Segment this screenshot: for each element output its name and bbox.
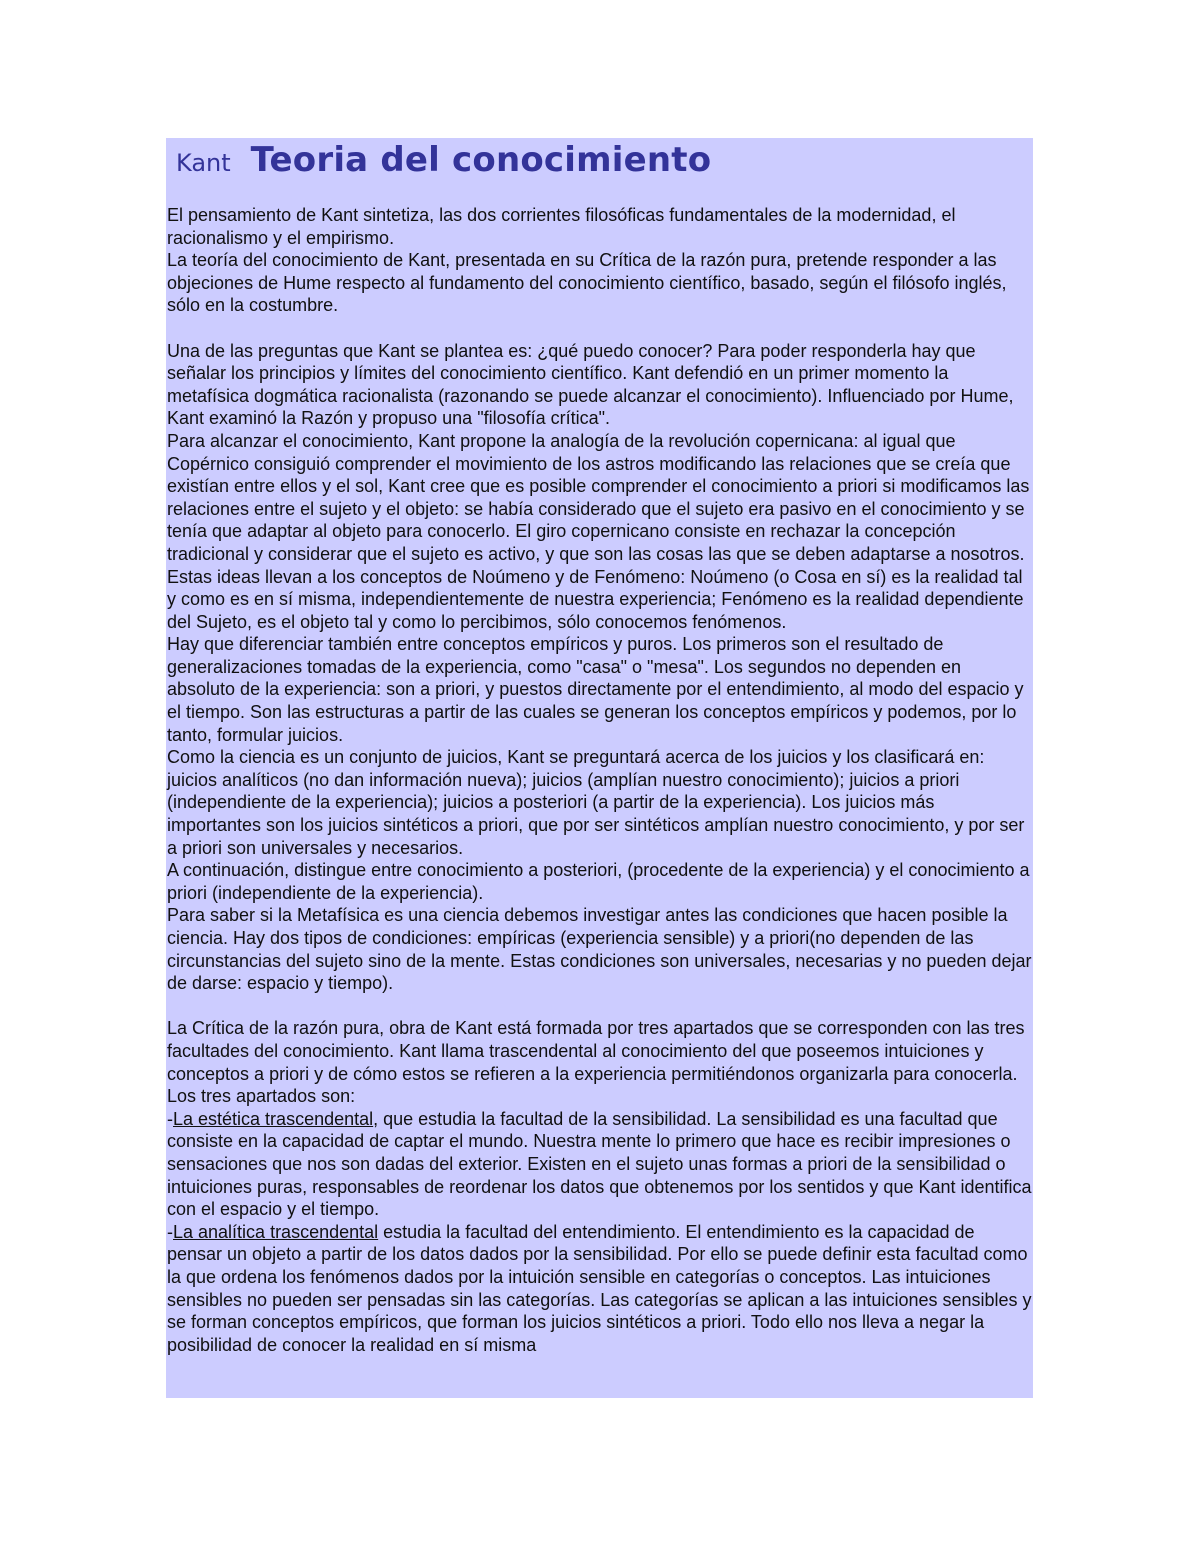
aesthetic-term: La estética trascendental bbox=[173, 1108, 374, 1129]
list-dash: - bbox=[167, 1221, 173, 1242]
paragraph-sections-intro: Los tres apartados son: bbox=[167, 1086, 356, 1107]
paragraph-copernican: Para alcanzar el conocimiento, Kant propone la analogía de la revolución copernicana: al igual que Copérnico consiguió comprender el movimiento de los astros modificando las relaciones que se creía que existían entre ellos y el sol, Kant cree que es posible comprender el conocimiento a priori si modificamos las relaciones entre el sujeto y el objeto: se había considerado que el sujeto era pasivo en el conocimiento y se tenía que adaptar al objeto para conocerlo. El giro copernicano consiste en rechazar la concepción tradicional y considerar que el sujeto es activo, y que son las cosas las que se deben adaptarse a nosotros. Estas ideas llevan a los conceptos de Noúmeno y de Fenómeno: Noúmeno (o Cosa en sí) es la realidad tal y como es en sí misma, independientemente de nuestra experiencia; Fenómeno es la realidad dependiente del Sujeto, es el objeto tal y como lo percibimos, sólo conocemos fenómenos. bbox=[167, 430, 1030, 632]
aesthetic-description: , que estudia la facultad de la sensibilidad. La sensibilidad es una facultad que consiste en la capacidad de captar el mundo. Nuestra mente lo primero que hace es recibir impresiones o sensaciones que nos son dadas del exterior. Existen en el sujeto unas formas a priori de la sensibilidad o intuiciones puras, responsables de reordenar los datos que obtenemos por los sentidos y que Kant identifica con el espacio y el tiempo. bbox=[167, 1108, 1032, 1220]
paragraph-analytic bbox=[167, 1221, 1033, 1357]
author-name: Kant bbox=[176, 149, 231, 177]
page-title: Teoria del conocimiento bbox=[250, 140, 712, 180]
paragraph-aesthetic bbox=[167, 1108, 1033, 1221]
paragraph-spacer bbox=[167, 317, 1033, 340]
paragraph-judgments: Como la ciencia es un conjunto de juicios, Kant se preguntará acerca de los juicios y los clasificará en: juicios analíticos (no dan información nueva); juicios (amplían nuestro conocimiento); juicios a priori (independiente de la experiencia); juicios a posteriori (a partir de la experiencia). Los juicios más importantes son los juicios sintéticos a priori, que por ser sintéticos amplían nuestro conocimiento, y por ser a priori son universales y necesarios. bbox=[167, 747, 1025, 858]
paragraph-theory: La teoría del conocimiento de Kant, presentada en su Crítica de la razón pura, pretende responder a las objeciones de Hume respecto al fundamento del conocimiento científico, basado, según el filósofo inglés, sólo en la costumbre. bbox=[167, 250, 1007, 316]
paragraph-critique: La Crítica de la razón pura, obra de Kant está formada por tres apartados que se corresponden con las tres facultades del conocimiento. Kant llama trascendental al conocimiento del que poseemos intuiciones y conceptos a priori y de cómo estos se refieren a la experiencia permitiéndonos organizarla para conocerla. bbox=[167, 1018, 1025, 1084]
document-body bbox=[166, 204, 1033, 1356]
paragraph-concepts: Hay que diferenciar también entre conceptos empíricos y puros. Los primeros son el resultado de generalizaciones tomadas de la experiencia, como "casa" o "mesa". Los segundos no dependen en absoluto de la experiencia: son a priori, y puestos directamente por el entendimiento, al modo del espacio y el tiempo. Son las estructuras a partir de las cuales se generan los conceptos empíricos y podemos, por lo tanto, formular juicios. bbox=[167, 634, 1024, 745]
paragraph-knowledge-types: A continuación, distingue entre conocimiento a posteriori, (procedente de la experiencia) y el conocimiento a priori (independiente de la experiencia). bbox=[167, 860, 1030, 903]
document-heading bbox=[166, 138, 1033, 204]
analytic-description: estudia la facultad del entendimiento. El entendimiento es la capacidad de pensar un objeto a partir de los datos dados por la sensibilidad. Por ello se puede definir esta facultad como la que ordena los fenómenos dados por la intuición sensible en categorías o conceptos. Las intuiciones sensibles no pueden ser pensadas sin las categorías. Las categorías se aplican a las intuiciones sensibles y se forman conceptos empíricos, que forman los juicios sintéticos a priori. Todo ello nos lleva a negar la posibilidad de conocer la realidad en sí misma bbox=[167, 1221, 1032, 1355]
paragraph-question: Una de las preguntas que Kant se plantea es: ¿qué puedo conocer? Para poder responderla hay que señalar los principios y límites del conocimiento científico. Kant defendió en un primer momento la metafísica dogmática racionalista (razonando se puede alcanzar el conocimiento). Influenciado por Hume, Kant examinó la Razón y propuso una "filosofía crítica". bbox=[167, 340, 1014, 429]
list-dash: - bbox=[167, 1108, 173, 1129]
paragraph-metaphysics: Para saber si la Metafísica es una ciencia debemos investigar antes las condiciones que hacen posible la ciencia. Hay dos tipos de condiciones: empíricas (experiencia sensible) y a priori(no dependen de las circunstancias del sujeto sino de la mente. Estas condiciones son universales, necesarias y no pueden dejar de darse: espacio y tiempo). bbox=[167, 905, 1032, 994]
paragraph-intro: El pensamiento de Kant sintetiza, las dos corrientes filosóficas fundamentales de la modernidad, el racionalismo y el empirismo. bbox=[167, 205, 956, 248]
paragraph-spacer bbox=[167, 995, 1033, 1018]
analytic-term: La analítica trascendental bbox=[173, 1221, 379, 1242]
document-content-box bbox=[166, 138, 1033, 1398]
